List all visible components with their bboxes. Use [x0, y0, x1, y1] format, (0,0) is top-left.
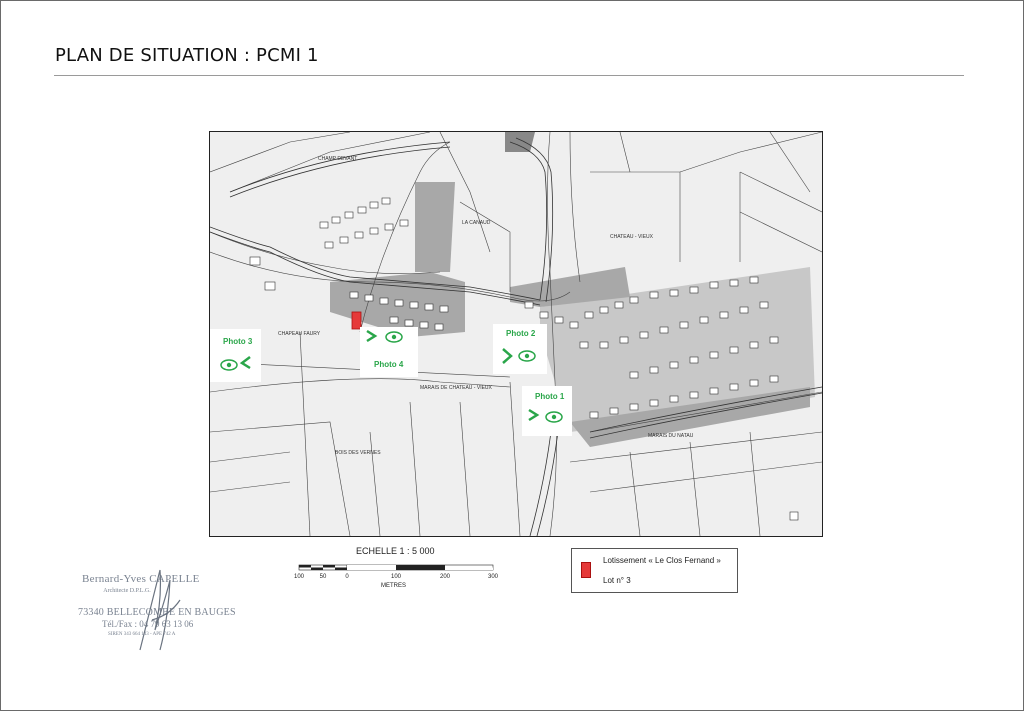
label-marais-du-natau: MARAIS DU NATAU: [648, 433, 694, 439]
label-marais-chateau-vieux: MARAIS DE CHATEAU - VIEUX: [420, 385, 492, 391]
built-areas: [330, 132, 815, 447]
label-champ-devant: CHAMP DEVANT: [318, 156, 358, 162]
scale-units: METRES: [381, 583, 407, 589]
legend-item-lot: Lot n° 3: [603, 576, 631, 585]
stamp-phone: Tél./Fax : 04 79 63 13 06: [102, 619, 194, 629]
scale-tick-2: 0: [345, 574, 349, 580]
photo-4-label: Photo 4: [374, 360, 404, 369]
scale-tick-4: 200: [439, 574, 451, 580]
label-chapeau-faury: CHAPEAU FAURY: [278, 331, 321, 337]
signature-icon: [130, 560, 190, 655]
photo-1-label: Photo 1: [535, 392, 565, 401]
title-divider: [54, 75, 964, 76]
label-chateau-vieux: CHATEAU - VIEUX: [610, 234, 653, 240]
photo-1-eye-icon: [526, 406, 571, 426]
architect-stamp: [70, 560, 236, 655]
photo-4-eye-icon: [364, 327, 409, 347]
label-bois-des-vernes: BOIS DES VERNES: [335, 450, 381, 456]
page-title: PLAN DE SITUATION : PCMI 1: [55, 45, 319, 66]
scale-title: ECHELLE 1 : 5 000: [356, 546, 435, 556]
legend-swatch-lot: [581, 562, 591, 578]
stamp-name: Bernard-Yves CAPELLE: [82, 573, 200, 585]
stamp-title: Architecte D.P.L.G.: [103, 588, 151, 594]
photo-3-eye-icon: [218, 352, 258, 374]
label-la-canaud: LA CANAUD: [462, 220, 491, 226]
photo-2-eye-icon: [500, 345, 545, 367]
stamp-siren: SIREN 343 664 143 - APE 742 A: [108, 632, 176, 637]
photo-3-label: Photo 3: [223, 337, 253, 346]
photo-2-label: Photo 2: [506, 329, 536, 338]
legend: [571, 548, 738, 593]
scale-tick-0: 100: [293, 574, 305, 580]
scale-tick-5: 300: [487, 574, 499, 580]
stamp-address: 73340 BELLECOMBE EN BAUGES: [78, 607, 236, 618]
scale-tick-3: 100: [390, 574, 402, 580]
scale-bar: [290, 560, 505, 584]
legend-item-lotissement: Lotissement « Le Clos Fernand »: [603, 556, 721, 565]
scale-tick-1: 50: [319, 574, 327, 580]
situation-map: [209, 131, 823, 537]
